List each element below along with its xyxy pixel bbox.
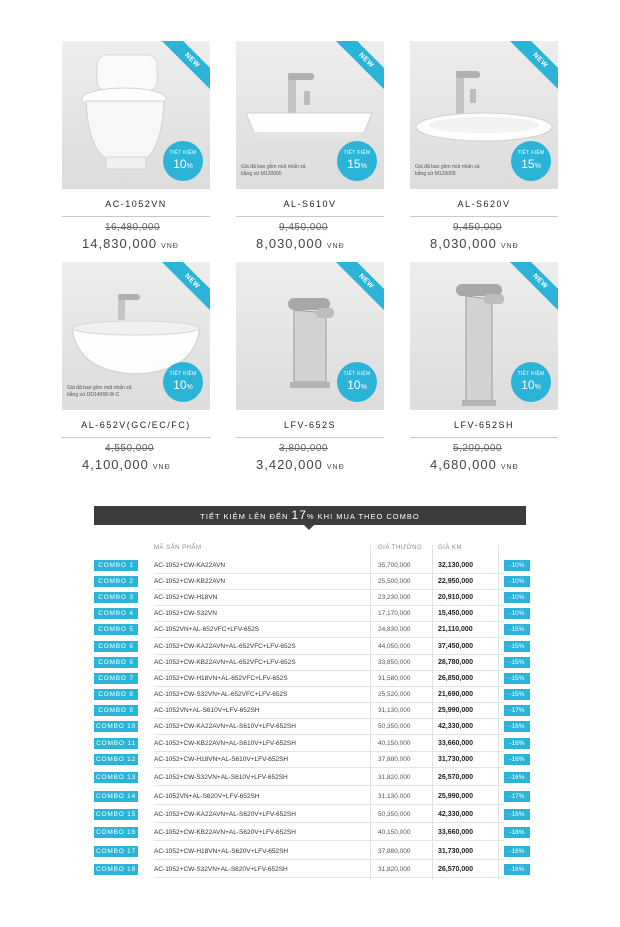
table-row bbox=[94, 753, 534, 769]
new-ribbon: NEW bbox=[334, 262, 384, 314]
combo-code: AC-1052+CW-KA22AVN bbox=[154, 562, 226, 569]
row-divider bbox=[154, 840, 504, 841]
table-row bbox=[94, 623, 534, 639]
product-photo bbox=[62, 262, 210, 410]
product-name: AC-1052VN bbox=[105, 199, 167, 209]
combo-code: AC-1052+CW-KA22AVN+AL-652VFC+LFV-652S bbox=[154, 643, 296, 650]
combo-label: COMBO 15 bbox=[96, 811, 136, 818]
combo-code: AC-1052VN+AL-S620V+LFV-652SH bbox=[154, 793, 260, 800]
table-row bbox=[94, 808, 534, 824]
discount-badge bbox=[511, 362, 551, 402]
discount-percent: -16% bbox=[504, 809, 530, 820]
combo-label: COMBO 2 bbox=[94, 576, 138, 587]
combo-code: AC-1052+CW-H18VN+AL-652VFC+LFV-652S bbox=[154, 675, 288, 682]
row-divider bbox=[154, 859, 504, 860]
product-name: AL-S620V bbox=[457, 199, 511, 209]
discount-percent: -16% bbox=[504, 721, 530, 732]
row-divider bbox=[154, 751, 504, 752]
regular-price: 25,520,000 bbox=[378, 691, 411, 698]
combo-label: COMBO 6 bbox=[94, 641, 138, 652]
discount-percent: -15% bbox=[504, 673, 530, 684]
combo-label: COMBO 13 bbox=[96, 774, 136, 781]
regular-price: 31,820,000 bbox=[378, 774, 411, 781]
combo-code: AC-1052+CW-S32VN+AL-652VFC+LFV-652S bbox=[154, 691, 288, 698]
discount-percent: -17% bbox=[504, 791, 530, 802]
row-divider bbox=[154, 734, 504, 735]
sale-price: 42,330,000 bbox=[438, 811, 474, 818]
discount-percent: -10% bbox=[504, 560, 530, 571]
row-divider bbox=[154, 718, 504, 719]
product-photo bbox=[410, 41, 558, 189]
discount-percent: -16% bbox=[504, 846, 530, 857]
badge-value: 10% bbox=[347, 378, 367, 392]
regular-price: 24,830,000 bbox=[378, 626, 411, 633]
regular-price: 25,500,000 bbox=[378, 578, 411, 585]
table-row bbox=[94, 591, 534, 607]
row-divider bbox=[154, 877, 504, 878]
banner-pointer bbox=[304, 525, 314, 530]
table-row bbox=[94, 737, 534, 753]
product-note: Giá đã bao gồm mút nhấn xả bằng sứ DD14068-W-C bbox=[67, 385, 132, 398]
regular-price: 44,050,000 bbox=[378, 643, 411, 650]
new-ribbon: NEW bbox=[160, 41, 210, 93]
combo-code: AC-1052+CW-H18VN+AL-S620V+LFV-652SH bbox=[154, 848, 289, 855]
product-photo bbox=[236, 262, 384, 410]
combo-label: COMBO 11 bbox=[94, 738, 138, 749]
row-divider bbox=[154, 637, 504, 638]
combo-banner: TIẾT KIỆM LÊN ĐẾN 17% KHI MUA THEO COMBO bbox=[94, 506, 526, 525]
combo-label: COMBO 8 bbox=[94, 689, 138, 700]
new-price: 4,100,000 VNĐ bbox=[82, 457, 171, 472]
badge-value: 10% bbox=[173, 157, 193, 171]
discount-percent: -16% bbox=[504, 754, 530, 765]
combo-label: COMBO 4 bbox=[94, 608, 138, 619]
discount-percent: -16% bbox=[504, 738, 530, 749]
combo-code: AC-1052+CW-S32VN bbox=[154, 610, 217, 617]
regular-price: 50,350,000 bbox=[378, 723, 411, 730]
sale-price: 42,330,000 bbox=[438, 723, 474, 730]
table-row bbox=[94, 826, 534, 842]
header-product-code: MÃ SẢN PHẨM bbox=[154, 545, 202, 551]
row-divider bbox=[154, 621, 504, 622]
new-ribbon: NEW bbox=[508, 262, 558, 314]
regular-price: 33,850,000 bbox=[378, 659, 411, 666]
sale-price: 37,450,000 bbox=[438, 643, 474, 650]
row-divider bbox=[154, 573, 504, 574]
discount-badge bbox=[163, 362, 203, 402]
discount-percent: -15% bbox=[504, 624, 530, 635]
old-price: 16,480,000 bbox=[105, 222, 161, 233]
badge-label: TIẾT KIỆM bbox=[343, 150, 371, 156]
new-ribbon: NEW bbox=[508, 41, 558, 93]
old-price: 3,800,000 bbox=[279, 443, 328, 454]
product-name: AL-652V(GC/EC/FC) bbox=[81, 420, 191, 430]
row-divider bbox=[154, 785, 504, 786]
combo-code: AC-1052+CW-H18VN bbox=[154, 594, 218, 601]
combo-code: AC-1052+CW-KB22AVN+AL-S620V+LFV-652SH bbox=[154, 829, 296, 836]
discount-percent: -10% bbox=[504, 608, 530, 619]
badge-value: 15% bbox=[521, 157, 541, 171]
row-divider bbox=[154, 804, 504, 805]
combo-code: AC-1052+CW-S32VN+AL-S620V+LFV-652SH bbox=[154, 866, 288, 873]
combo-code: AC-1052+CW-KB22AVN+AL-652VFC+LFV-652S bbox=[154, 659, 296, 666]
sale-price: 28,780,000 bbox=[438, 659, 474, 666]
new-price: 3,420,000 VNĐ bbox=[256, 457, 345, 472]
new-price: 8,030,000 VNĐ bbox=[256, 236, 345, 251]
badge-label: TIẾT KIỆM bbox=[517, 150, 545, 156]
sale-price: 33,660,000 bbox=[438, 740, 474, 747]
table-row bbox=[94, 863, 534, 879]
row-divider bbox=[154, 767, 504, 768]
product-photo bbox=[236, 41, 384, 189]
product-name: AL-S610V bbox=[283, 199, 337, 209]
sale-price: 25,990,000 bbox=[438, 707, 474, 714]
table-row bbox=[94, 720, 534, 736]
regular-price: 37,880,000 bbox=[378, 848, 411, 855]
old-price: 9,450,000 bbox=[453, 222, 502, 233]
new-price: 14,830,000 VNĐ bbox=[82, 236, 179, 251]
badge-label: TIẾT KIỆM bbox=[343, 371, 371, 377]
table-row bbox=[94, 771, 534, 787]
discount-percent: -16% bbox=[504, 772, 530, 783]
combo-code: AC-1052VN+AL-652VFC+LFV-652S bbox=[154, 626, 260, 633]
regular-price: 31,580,000 bbox=[378, 675, 411, 682]
discount-badge bbox=[337, 362, 377, 402]
combo-label: COMBO 12 bbox=[96, 756, 136, 763]
combo-label: COMBO 9 bbox=[94, 705, 138, 716]
table-row bbox=[94, 688, 534, 704]
discount-percent: -17% bbox=[504, 705, 530, 716]
row-divider bbox=[154, 589, 504, 590]
combo-code: AC-1052+CW-KA22AVN+AL-S610V+LFV-652SH bbox=[154, 723, 296, 730]
product-photo bbox=[410, 262, 558, 410]
row-divider bbox=[154, 654, 504, 655]
divider bbox=[410, 437, 558, 438]
table-row bbox=[94, 575, 534, 591]
old-price: 9,450,000 bbox=[279, 222, 328, 233]
sale-price: 25,990,000 bbox=[438, 793, 474, 800]
badge-label: TIẾT KIỆM bbox=[169, 371, 197, 377]
sale-price: 26,850,000 bbox=[438, 675, 474, 682]
sale-price: 26,570,000 bbox=[438, 866, 474, 873]
sale-price: 26,570,000 bbox=[438, 774, 474, 781]
combo-label: COMBO 1 bbox=[94, 560, 138, 571]
divider bbox=[236, 216, 384, 217]
regular-price: 40,150,000 bbox=[378, 740, 411, 747]
table-row bbox=[94, 656, 534, 672]
badge-value: 10% bbox=[173, 378, 193, 392]
row-divider bbox=[154, 822, 504, 823]
combo-code: AC-1052+CW-KA22AVN+AL-S620V+LFV-652SH bbox=[154, 811, 296, 818]
combo-code: AC-1052+CW-S32VN+AL-S610V+LFV-652SH bbox=[154, 774, 288, 781]
badge-label: TIẾT KIỆM bbox=[517, 371, 545, 377]
discount-percent: -16% bbox=[504, 827, 530, 838]
discount-percent: -15% bbox=[504, 641, 530, 652]
new-ribbon: NEW bbox=[334, 41, 384, 93]
sale-price: 22,950,000 bbox=[438, 578, 474, 585]
divider bbox=[236, 437, 384, 438]
new-ribbon: NEW bbox=[160, 262, 210, 314]
discount-percent: -10% bbox=[504, 576, 530, 587]
combo-label: COMBO 17 bbox=[96, 848, 136, 855]
regular-price: 40,150,000 bbox=[378, 829, 411, 836]
combo-label: COMBO 14 bbox=[96, 793, 136, 800]
row-divider bbox=[154, 702, 504, 703]
badge-value: 15% bbox=[347, 157, 367, 171]
combo-label: COMBO 7 bbox=[94, 673, 138, 684]
old-price: 5,200,000 bbox=[453, 443, 502, 454]
badge-label: TIẾT KIỆM bbox=[169, 150, 197, 156]
discount-percent: -16% bbox=[504, 864, 530, 875]
regular-price: 35,700,000 bbox=[378, 562, 411, 569]
row-divider bbox=[154, 686, 504, 687]
row-divider bbox=[154, 670, 504, 671]
product-note: Giá đã bao gồm mút nhấn xả bằng sứ M120005 bbox=[241, 164, 306, 177]
row-divider bbox=[154, 605, 504, 606]
regular-price: 23,230,000 bbox=[378, 594, 411, 601]
header-regular-price: GIÁ THƯỜNG bbox=[378, 545, 423, 551]
divider bbox=[410, 216, 558, 217]
discount-badge bbox=[337, 141, 377, 181]
combo-code: AC-1052+CW-KB22AVN bbox=[154, 578, 226, 585]
badge-value: 10% bbox=[521, 378, 541, 392]
discount-badge bbox=[163, 141, 203, 181]
combo-label: COMBO 18 bbox=[96, 866, 136, 873]
sale-price: 31,730,000 bbox=[438, 756, 474, 763]
new-price: 4,680,000 VNĐ bbox=[430, 457, 519, 472]
sale-price: 21,110,000 bbox=[438, 626, 473, 633]
regular-price: 31,130,000 bbox=[378, 707, 411, 714]
header-sale-price: GIÁ KM bbox=[438, 545, 463, 551]
old-price: 4,550,000 bbox=[105, 443, 154, 454]
product-name: LFV-652SH bbox=[453, 420, 515, 430]
regular-price: 50,350,000 bbox=[378, 811, 411, 818]
sale-price: 33,660,000 bbox=[438, 829, 474, 836]
table-row bbox=[94, 559, 534, 575]
regular-price: 37,880,000 bbox=[378, 756, 411, 763]
combo-code: AC-1052+CW-H18VN+AL-S610V+LFV-652SH bbox=[154, 756, 289, 763]
discount-percent: -15% bbox=[504, 657, 530, 668]
product-photo bbox=[62, 41, 210, 189]
table-row bbox=[94, 607, 534, 623]
combo-label: COMBO 16 bbox=[96, 829, 136, 836]
table-row bbox=[94, 845, 534, 861]
sale-price: 15,450,000 bbox=[438, 610, 474, 617]
combo-label: COMBO 6 bbox=[94, 657, 138, 668]
sale-price: 21,690,000 bbox=[438, 691, 474, 698]
product-name: LFV-652S bbox=[283, 420, 337, 430]
sale-price: 20,910,000 bbox=[438, 594, 474, 601]
discount-percent: -10% bbox=[504, 592, 530, 603]
sale-price: 32,130,000 bbox=[438, 562, 474, 569]
combo-label: COMBO 10 bbox=[96, 723, 136, 730]
regular-price: 31,130,000 bbox=[378, 793, 411, 800]
table-row bbox=[94, 704, 534, 720]
combo-label: COMBO 5 bbox=[94, 624, 138, 635]
combo-code: AC-1052+CW-KB22AVN+AL-S610V+LFV-652SH bbox=[154, 740, 296, 747]
sale-price: 31,730,000 bbox=[438, 848, 474, 855]
divider bbox=[62, 216, 210, 217]
product-note: Giá đã bao gồm mút nhấn xả bằng sứ M120005 bbox=[415, 164, 480, 177]
combo-label: COMBO 3 bbox=[94, 592, 138, 603]
table-row bbox=[94, 790, 534, 806]
table-row bbox=[94, 640, 534, 656]
new-price: 8,030,000 VNĐ bbox=[430, 236, 519, 251]
discount-percent: -15% bbox=[504, 689, 530, 700]
combo-code: AC-1052VN+AL-S610V+LFV-652SH bbox=[154, 707, 260, 714]
regular-price: 17,170,000 bbox=[378, 610, 411, 617]
discount-badge bbox=[511, 141, 551, 181]
regular-price: 31,820,000 bbox=[378, 866, 411, 873]
divider bbox=[62, 437, 210, 438]
table-row bbox=[94, 672, 534, 688]
